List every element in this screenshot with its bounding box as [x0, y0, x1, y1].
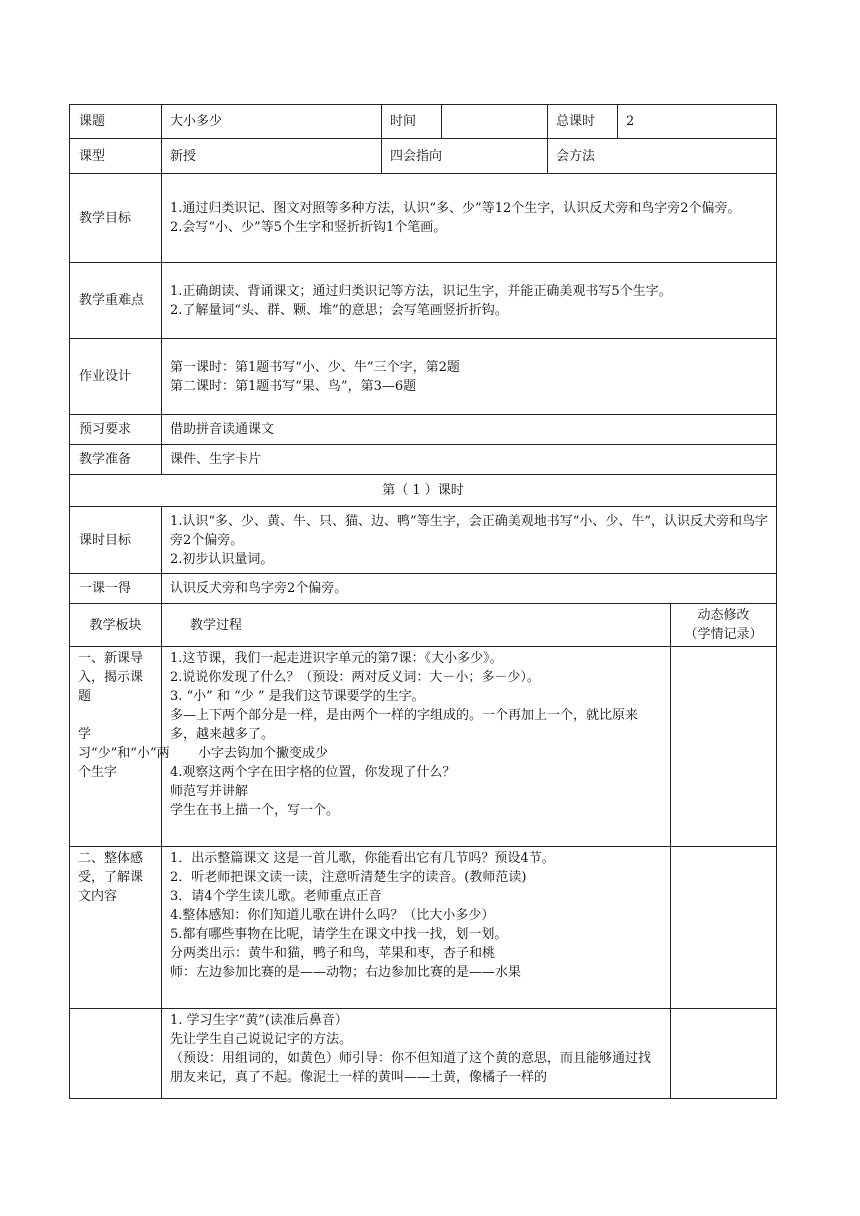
- col-header-notes-line1: 动态修改: [697, 608, 750, 623]
- key-points-content: [162, 263, 777, 339]
- process-line: 4.观察这两个字在田字格的位置，你发现了什么？: [170, 765, 456, 780]
- process-line: 师范写并讲解: [170, 784, 249, 799]
- lesson-plan: [69, 104, 776, 1099]
- section-3-notes: [671, 1009, 777, 1099]
- process-line: 分两类出示：黄牛和猫，鸭子和鸟，苹果和枣，杏子和桃: [170, 946, 496, 961]
- goals-content: [162, 174, 777, 263]
- four-skills-label: 四会指向: [382, 139, 548, 174]
- preview-label: 预习要求: [70, 415, 162, 445]
- process-line: 2.说说你发现了什么？（预设：两对反义词：大－小；多－少）。: [170, 670, 540, 685]
- process-line: 4.整体感知：你们知道儿歌在讲什么吗？（比大小多少）: [170, 908, 495, 923]
- key-point-line: 2.了解量词“头、群、颗、堆”的意思；会写笔画竖折折钩。: [170, 302, 508, 318]
- lesson-gain-value: 认识反犬旁和鸟字旁2个偏旁。: [162, 574, 777, 604]
- process-line: 多—上下两个部分是一样，是由两个一样的字组成的。一个再加上一个，就比原来多，越来越多了。: [170, 708, 639, 742]
- col-header-block: 教学板块: [70, 604, 162, 647]
- total-lessons-label: 总课时: [548, 105, 618, 139]
- preparation-value: 课件、生字卡片: [162, 445, 777, 475]
- preview-value: 借助拼音读通课文: [162, 415, 777, 445]
- lesson-goal-line: 1.认识“多、少、黄、牛、只、猫、边、鸭”等生字，会正确美观地书写“小、少、牛”，认识反犬旁和鸟字旁2个偏旁。: [170, 513, 768, 548]
- preparation-label: 教学准备: [70, 445, 162, 475]
- process-line: 师：左边参加比赛的是——动物；右边参加比赛的是——水果: [170, 965, 522, 980]
- key-points-label: 教学重难点: [70, 263, 162, 339]
- section-1-notes: [671, 647, 777, 847]
- row-homework: [70, 339, 777, 415]
- row-section-3: [70, 1009, 777, 1099]
- col-header-notes-line2: （学情记录）: [684, 627, 763, 642]
- row-key-points: [70, 263, 777, 339]
- lesson-goals-content: [162, 507, 777, 574]
- row-goals: [70, 174, 777, 263]
- section-1-title: 一、新课导入，揭示课题: [78, 651, 144, 704]
- four-skills-value: 会方法: [548, 139, 777, 174]
- section-3-title: [70, 1009, 162, 1099]
- row-type: [70, 139, 777, 174]
- homework-line: 第二课时：第1题书写“果、鸟”，第3—6题: [170, 378, 417, 394]
- row-lesson-heading: [70, 475, 777, 507]
- section-3-content: [162, 1009, 671, 1099]
- process-line: 1.这节课，我们一起走进识字单元的第7课：《大小多少》。: [170, 651, 503, 666]
- row-preparation: [70, 445, 777, 475]
- goals-label: 教学目标: [70, 174, 162, 263]
- row-section-1: [70, 647, 777, 847]
- section-2-notes: [671, 847, 777, 1009]
- time-value: [442, 105, 548, 139]
- lesson-goal-line: 2.初步认识量词。: [170, 551, 274, 567]
- process-line: 学生在书上描一个，写一个。: [170, 803, 340, 818]
- homework-line: 第一课时：第1题书写“小、少、牛”三个字，第2题: [170, 359, 460, 375]
- time-label: 时间: [382, 105, 442, 139]
- row-lesson-gain: [70, 574, 777, 604]
- process-line: 5.都有哪些事物在比呢，请学生在课文中找一找，划一划。: [170, 927, 508, 942]
- lesson-gain-label: 一课一得: [70, 574, 162, 604]
- lesson-plan-table: [69, 104, 777, 1099]
- process-line: 小字去钩加个撇变成少: [198, 746, 329, 761]
- process-line: 先让学生自己说说记字的方法。: [170, 1032, 353, 1047]
- homework-content: [162, 339, 777, 415]
- title-value: 大小多少: [162, 105, 382, 139]
- key-point-line: 1.正确朗读、背诵课文；通过归类识记等方法，识记生字，并能正确美观书写5个生字。: [170, 283, 672, 299]
- process-line: 3. “小” 和 “少 ” 是我们这节课要学的生字。: [170, 689, 425, 704]
- type-value: 新授: [162, 139, 382, 174]
- section-1-title-cell: [70, 647, 170, 847]
- col-header-process: 教学过程: [162, 604, 671, 647]
- section-2-title: 二、整体感受，了解课文内容: [70, 847, 162, 1009]
- process-line: （预设：用组词的，如黄色）师引导：你不但知道了这个黄的意思，而且能够通过找朋友来记，真了不起。像泥土一样的黄叫——土黄，像橘子一样的: [170, 1051, 652, 1085]
- title-label: 课题: [70, 105, 162, 139]
- section-2-content: [162, 847, 671, 1009]
- process-line: 1. 学习生字“黄”(读准后鼻音）: [170, 1013, 348, 1028]
- section-1-subtitle: 学习“少”和“小”两个生字: [78, 727, 170, 780]
- lesson-heading: 第（ 1 ）课时: [70, 475, 777, 507]
- total-lessons-value: 2: [618, 105, 777, 139]
- lesson-goals-label: 课时目标: [70, 507, 162, 574]
- goal-line: 2.会写“小、少”等5个生字和竖折折钩1个笔画。: [170, 220, 447, 235]
- row-title: [70, 105, 777, 139]
- process-line: 2．听老师把课文读一读，注意听清楚生字的读音。(教师范读): [170, 870, 527, 885]
- row-preview: [70, 415, 777, 445]
- row-section-2: [70, 847, 777, 1009]
- process-line: 1．出示整篇课文 这是一首儿歌，你能看出它有几节吗？预设4节。: [170, 851, 555, 866]
- section-1-content: [162, 647, 671, 847]
- type-label: 课型: [70, 139, 162, 174]
- row-lesson-goals: [70, 507, 777, 574]
- row-process-header: [70, 604, 777, 647]
- col-header-notes: [671, 604, 777, 647]
- process-line: 3．请4个学生读儿歌。老师重点正音: [170, 889, 382, 904]
- goal-line: 1.通过归类识记、图文对照等多种方法，认识“多、少”等12个生字，认识反犬旁和鸟字旁2个偏旁。: [170, 201, 741, 216]
- homework-label: 作业设计: [70, 339, 162, 415]
